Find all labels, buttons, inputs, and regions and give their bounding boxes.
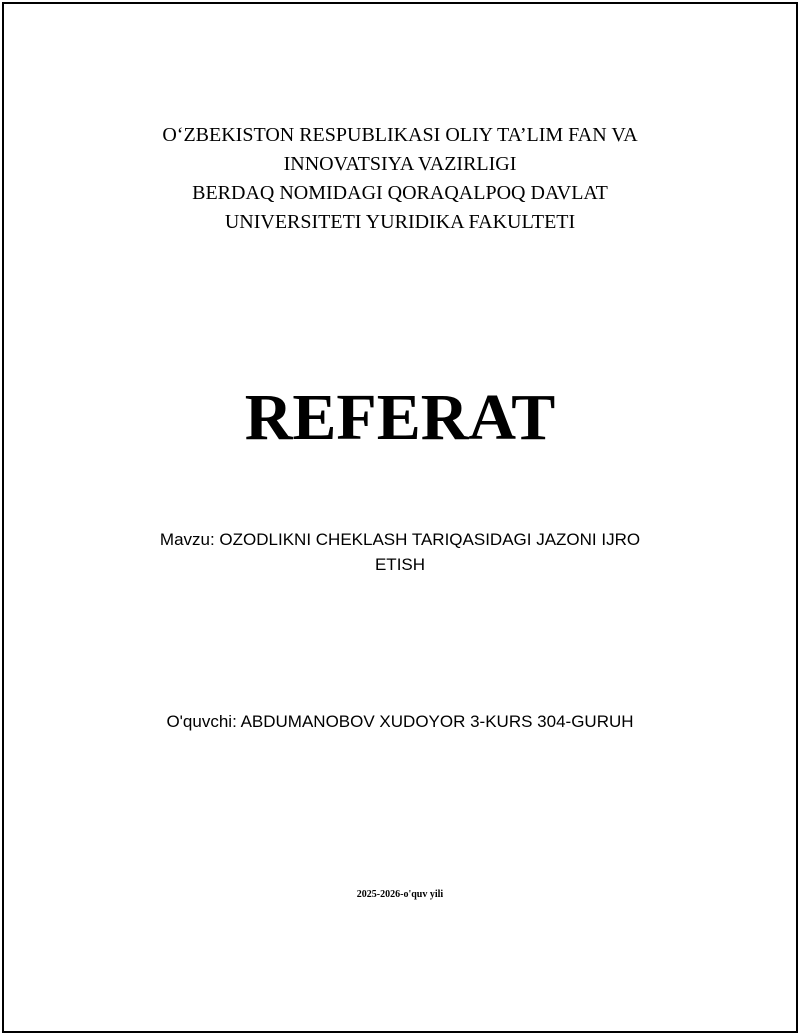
header-line-1: O‘ZBEKISTON RESPUBLIKASI OLIY TA’LIM FAN VA — [162, 124, 638, 146]
topic-line-1: Mavzu: OZODLIKNI CHEKLASH TARIQASIDAGI JAZONI IJRO — [159, 530, 641, 549]
institution-header — [0, 121, 800, 237]
topic-block — [0, 527, 800, 577]
header-line-4: UNIVERSITETI YURIDIKA FAKULTETI — [224, 211, 576, 233]
header-line-3: BERDAQ NOMIDAGI QORAQALPOQ DAVLAT — [192, 182, 608, 204]
student-info: O'quvchi: ABDUMANOBOV XUDOYOR 3-KURS 304-GURUH — [166, 712, 634, 731]
document-title: REFERAT — [244, 381, 556, 454]
academic-year: 2025-2026-o'quv yili — [356, 889, 444, 900]
topic-line-2: ETISH — [374, 555, 426, 574]
header-line-2: INNOVATSIYA VAZIRLIGI — [283, 153, 517, 175]
